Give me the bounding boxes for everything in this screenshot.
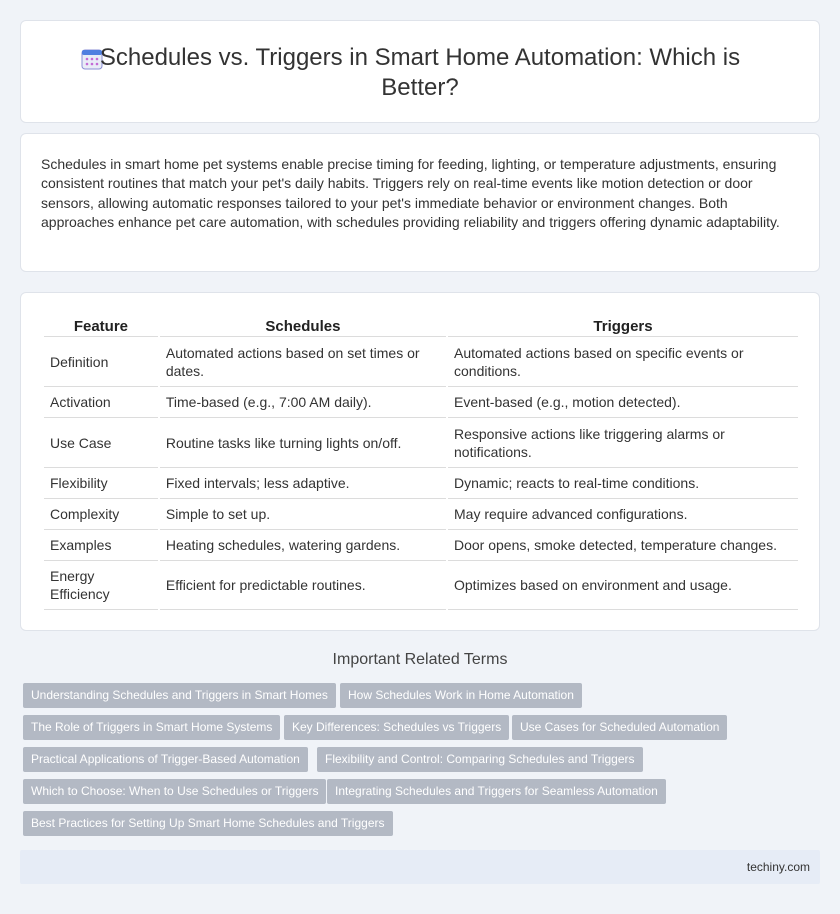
- triggers-cell: Responsive actions like triggering alarms or notifications.: [448, 418, 798, 468]
- header-triggers: Triggers: [448, 314, 798, 337]
- feature-cell: Complexity: [44, 499, 158, 530]
- table-row: [44, 337, 798, 387]
- related-term-tag[interactable]: Practical Applications of Trigger-Based Automation: [23, 747, 308, 772]
- feature-cell: Activation: [44, 387, 158, 418]
- schedules-cell: Efficient for predictable routines.: [160, 561, 446, 610]
- related-term-tag[interactable]: Best Practices for Setting Up Smart Home Schedules and Triggers: [23, 811, 393, 836]
- related-term-tag[interactable]: Which to Choose: When to Use Schedules or Triggers: [23, 779, 326, 804]
- table-row: [44, 418, 798, 468]
- footer-bar: [20, 850, 820, 884]
- related-term-tag[interactable]: Use Cases for Scheduled Automation: [512, 715, 727, 740]
- triggers-cell: Event-based (e.g., motion detected).: [448, 387, 798, 418]
- feature-cell: Definition: [44, 337, 158, 387]
- triggers-cell: Door opens, smoke detected, temperature changes.: [448, 530, 798, 561]
- page-title: Schedules vs. Triggers in Smart Home Automation: Which is Better?: [99, 44, 741, 101]
- header-feature: Feature: [44, 314, 158, 337]
- related-term-tag[interactable]: Key Differences: Schedules vs Triggers: [284, 715, 509, 740]
- related-terms-heading: Important Related Terms: [332, 651, 508, 668]
- triggers-cell: May require advanced configurations.: [448, 499, 798, 530]
- triggers-cell: Dynamic; reacts to real-time conditions.: [448, 468, 798, 499]
- header-card: [20, 20, 820, 123]
- schedules-cell: Simple to set up.: [160, 499, 446, 530]
- triggers-cell: Automated actions based on specific events or conditions.: [448, 337, 798, 387]
- schedules-cell: Time-based (e.g., 7:00 AM daily).: [160, 387, 446, 418]
- feature-cell: Flexibility: [44, 468, 158, 499]
- table-row: [44, 530, 798, 561]
- site-name[interactable]: techiny.com: [746, 860, 810, 874]
- intro-paragraph: Schedules in smart home pet systems enable precise timing for feeding, lighting, or temperature adjustments, ensuring consistent routines that match your pet's daily habits. Triggers rely on real-time events like motion detection or door sensors, allowing automatic responses tailored to your pet's immediate behavior or environment changes. Both approaches enhance pet care automation, with schedules providing reliability and triggers offering dynamic adaptability.: [41, 156, 780, 231]
- feature-cell: Examples: [44, 530, 158, 561]
- related-term-tag[interactable]: How Schedules Work in Home Automation: [340, 683, 582, 708]
- table-header-row: [44, 314, 798, 337]
- schedules-cell: Fixed intervals; less adaptive.: [160, 468, 446, 499]
- comparison-table: [42, 314, 800, 610]
- feature-cell: Use Case: [44, 418, 158, 468]
- related-term-tag[interactable]: Integrating Schedules and Triggers for Seamless Automation: [327, 779, 666, 804]
- comparison-card: [20, 292, 820, 631]
- intro-card: [20, 133, 820, 272]
- table-row: [44, 387, 798, 418]
- related-term-tag[interactable]: Flexibility and Control: Comparing Schedules and Triggers: [317, 747, 643, 772]
- table-row: [44, 561, 798, 610]
- table-row: [44, 468, 798, 499]
- triggers-cell: Optimizes based on environment and usage.: [448, 561, 798, 610]
- related-term-tag[interactable]: The Role of Triggers in Smart Home Systems: [23, 715, 280, 740]
- schedules-cell: Automated actions based on set times or dates.: [160, 337, 446, 387]
- header-schedules: Schedules: [160, 314, 446, 337]
- schedules-cell: Heating schedules, watering gardens.: [160, 530, 446, 561]
- schedules-cell: Routine tasks like turning lights on/off.: [160, 418, 446, 468]
- table-row: [44, 499, 798, 530]
- related-term-tag[interactable]: Understanding Schedules and Triggers in Smart Homes: [23, 683, 336, 708]
- feature-cell: Energy Efficiency: [44, 561, 158, 610]
